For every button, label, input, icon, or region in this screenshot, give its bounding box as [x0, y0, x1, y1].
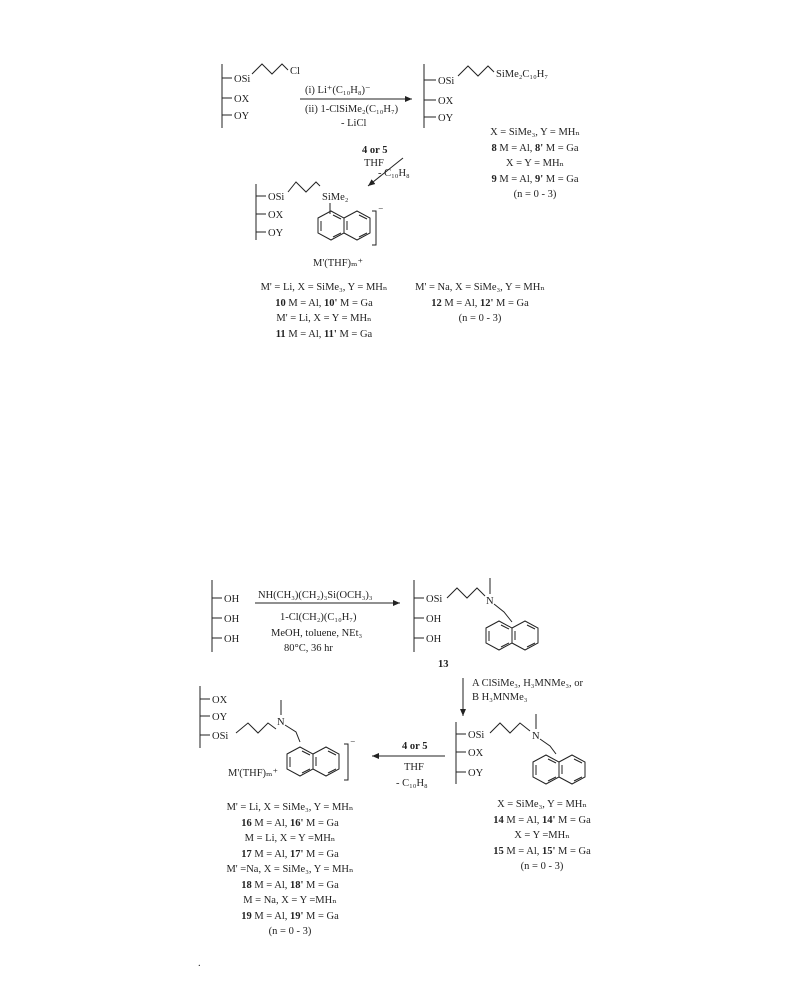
chloride-label: Cl [290, 66, 300, 77]
footer-mark: . [198, 958, 201, 969]
anion2-counterion: M'(THF)ₘ⁺ [228, 768, 279, 779]
silica-oh-1: OH [224, 594, 240, 605]
step1-reagent-1: (i) Li⁺(C₁₀H₈)⁻ [305, 85, 371, 96]
step2-reagent-a: 4 or 5 [362, 145, 388, 156]
silica-oh-3: OH [224, 634, 240, 645]
anion2-bracket [344, 744, 348, 780]
caption-line: (n = 0 - 3) [513, 189, 557, 200]
product-group-3: OY [438, 113, 454, 124]
caption-line: 16 M = Al, 16' M = Ga [241, 817, 339, 829]
reactant-group-3: OY [234, 111, 250, 122]
caption-line: M' = Li, X = Y = MHₙ [276, 313, 372, 324]
p13-group-1: OSi [426, 594, 443, 605]
scheme1-reactant-surface [222, 64, 300, 128]
caption-line: 15 M = Al, 15' M = Ga [493, 845, 591, 857]
scheme2-product14 [456, 714, 585, 784]
propyl-chain [252, 64, 288, 74]
caption-line: (n = 0 - 3) [458, 313, 502, 324]
caption-line: 10 M = Al, 10' M = Ga [275, 297, 373, 309]
silica-oh-2: OH [224, 614, 240, 625]
anion2-group-3: OSi [212, 731, 229, 742]
step2-reagent-c: - C₁₀H₈ [378, 168, 410, 179]
scheme1-product-surface [424, 64, 548, 128]
s2-reagent-4: 80°C, 36 hr [284, 643, 333, 654]
anion2-nitrogen: N [277, 717, 285, 728]
caption-line: (n = 0 - 3) [268, 926, 312, 937]
anion-bracket [372, 211, 376, 245]
s2-step3-reagent-b: THF [404, 762, 424, 773]
s2-reagent-3: MeOH, toluene, NEt₃ [271, 628, 363, 639]
caption-line: M' = Li, X = SiMe₃, Y = MHₙ [260, 282, 388, 293]
scheme2-product13 [414, 578, 538, 670]
caption-line: 14 M = Al, 14' M = Ga [493, 814, 591, 826]
anion-group-1: OSi [268, 192, 285, 203]
caption-line: (n = 0 - 3) [520, 861, 564, 872]
s2-step2-line2: B H₃MNMe₃ [472, 692, 528, 703]
reactant-group-2: OX [234, 94, 250, 105]
p14-group-1: OSi [468, 730, 485, 741]
p14-group-3: OY [468, 768, 484, 779]
caption-line: 19 M = Al, 19' M = Ga [241, 910, 339, 922]
p14-group-2: OX [468, 748, 484, 759]
caption-line: X = Y = MHₙ [505, 158, 565, 169]
s2-step3-reagent-a: 4 or 5 [402, 741, 428, 752]
anion-group-2: OX [268, 210, 284, 221]
caption-line: 17 M = Al, 17' M = Ga [241, 848, 339, 860]
s2-reagent-1: NH(CH₃)(CH₂)₃Si(OCH₃)₃ [258, 590, 373, 601]
caption-line: M' = Na, X = SiMe₃, Y = MHₙ [415, 282, 545, 293]
anion-charge: ⁻ [378, 206, 384, 217]
anion-group-3: OY [268, 228, 284, 239]
caption-line: M = Li, X = Y =MHₙ [244, 833, 336, 844]
scheme1-anion-structure [256, 182, 384, 269]
caption-products-14-15 [476, 797, 608, 875]
p14-naphthyl-ring [533, 755, 585, 784]
product-group-1: OSi [438, 76, 455, 87]
p13-group-2: OH [426, 614, 442, 625]
caption-line: X = Y =MHₙ [514, 830, 570, 841]
s2-step3-reagent-c: - C₁₀H₈ [396, 778, 428, 789]
caption-anion-right [404, 280, 556, 327]
counterion-label: M'(THF)ₘ⁺ [313, 258, 364, 269]
caption-line: 11 M = Al, 11' M = Ga [275, 328, 373, 340]
scheme2-anion [200, 686, 356, 780]
caption-line: M' =Na, X = SiMe₃, Y = MHₙ [226, 864, 354, 875]
caption-products-8-9 [470, 125, 600, 203]
product-substituent: SiMe₂C₁₀H₇ [496, 69, 548, 80]
step1-reagent-2: (ii) 1-ClSiMe₂(C₁₀H₇) [305, 104, 399, 115]
caption-anions-16-19 [212, 800, 368, 940]
caption-line: X = SiMe₃, Y = MHₙ [490, 127, 580, 138]
step1-reagent-3: - LiCl [341, 118, 367, 129]
scheme2-step2 [463, 678, 584, 716]
caption-line: X = SiMe₃, Y = MHₙ [497, 799, 587, 810]
anion2-group-1: OX [212, 695, 228, 706]
caption-line: 9 M = Al, 9' M = Ga [491, 173, 579, 185]
anion-silyl: SiMe₂ [322, 192, 349, 203]
caption-line: 12 M = Al, 12' M = Ga [431, 297, 529, 309]
caption-line: M = Na, X = Y =MHₙ [243, 895, 337, 906]
caption-line: 8 M = Al, 8' M = Ga [491, 142, 579, 154]
scheme2-step3 [372, 741, 445, 789]
caption-line: M' = Li, X = SiMe₃, Y = MHₙ [226, 802, 354, 813]
p13-nitrogen: N [486, 596, 494, 607]
scheme2-silica [212, 580, 240, 652]
s2-reagent-2: 1-Cl(CH₂)(C₁₀H₇) [280, 612, 357, 623]
p13-group-3: OH [426, 634, 442, 645]
step2-reagent-b: THF [364, 158, 384, 169]
product-group-2: OX [438, 96, 454, 107]
anion2-naphthyl-ring [287, 747, 339, 776]
reactant-group-1: OSi [234, 74, 251, 85]
scheme2-step1 [255, 590, 400, 654]
caption-line: 18 M = Al, 18' M = Ga [241, 879, 339, 891]
scheme1-step2 [362, 145, 410, 186]
anion2-group-2: OY [212, 712, 228, 723]
p13-naphthyl-ring [486, 621, 538, 650]
naphthyl-ring [318, 211, 370, 240]
anion2-charge: ⁻ [350, 739, 356, 750]
p14-nitrogen: N [532, 731, 540, 742]
scheme1-step1 [300, 85, 412, 129]
s2-step2-line1: A ClSiMe₃, H₃MNMe₃, or [472, 678, 584, 689]
caption-anion-left [244, 280, 404, 342]
p13-label: 13 [438, 659, 449, 670]
